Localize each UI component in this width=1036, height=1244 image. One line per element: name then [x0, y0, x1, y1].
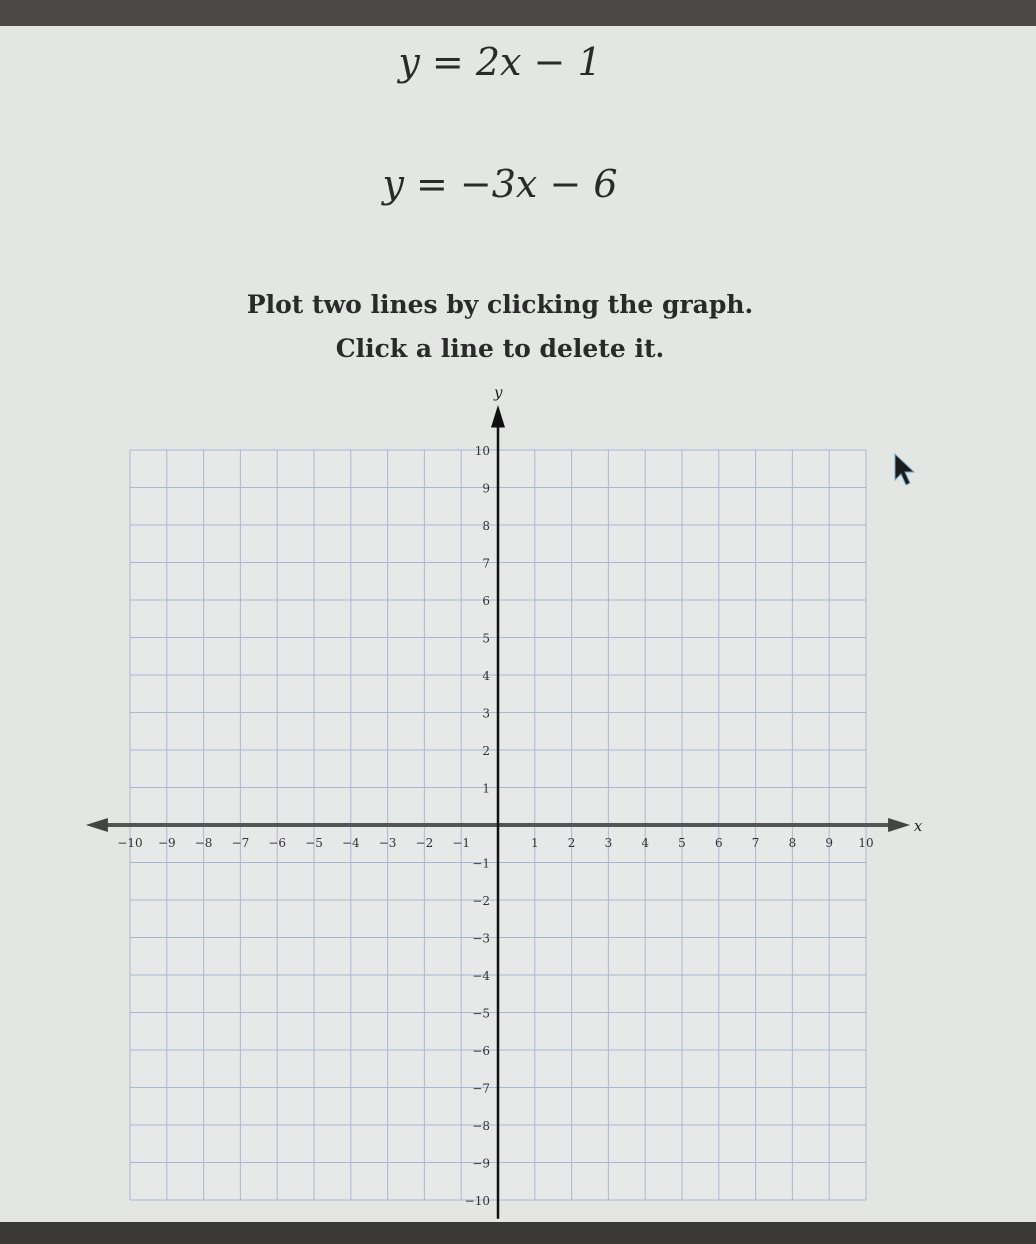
x-tick-label: 6 — [714, 836, 723, 850]
y-tick-label: −7 — [472, 1081, 490, 1096]
equation-1: y = 2x − 1 — [398, 40, 602, 84]
y-tick-label: −1 — [472, 856, 490, 871]
y-tick-label: −10 — [464, 1194, 490, 1208]
y-tick-label: 5 — [482, 631, 490, 646]
x-tick-label: 8 — [788, 836, 797, 850]
y-tick-label: −3 — [472, 931, 490, 946]
x-axis-label: x — [913, 817, 923, 835]
x-tick-label: −10 — [117, 836, 143, 850]
x-tick-label: 3 — [604, 836, 613, 850]
y-tick-label: −4 — [472, 969, 490, 983]
y-tick-label: 6 — [482, 594, 490, 608]
y-tick-label: 10 — [474, 444, 490, 458]
x-tick-label: 9 — [825, 836, 834, 850]
x-tick-label: 5 — [678, 836, 686, 850]
x-axis-right-arrow-icon — [888, 818, 910, 832]
x-axis-left-arrow-icon — [86, 818, 108, 832]
instruction-delete: Click a line to delete it. — [335, 334, 665, 363]
x-tick-label: −9 — [157, 836, 176, 850]
y-tick-label: 1 — [482, 781, 490, 796]
x-tick-label: −8 — [194, 836, 213, 850]
coordinate-graph[interactable] — [0, 380, 1036, 1222]
y-tick-label: 3 — [482, 706, 490, 721]
y-tick-label: −9 — [472, 1156, 490, 1171]
x-tick-label: −2 — [415, 836, 434, 850]
equation-2: y = −3x − 6 — [382, 162, 618, 206]
y-tick-label: 8 — [482, 519, 490, 533]
y-tick-label: −5 — [472, 1006, 490, 1021]
y-tick-label: 4 — [482, 669, 490, 683]
y-tick-label: 2 — [482, 744, 490, 758]
y-axis-label: y — [494, 383, 503, 402]
y-axis-up-arrow-icon — [491, 405, 505, 428]
y-tick-label: −2 — [472, 894, 490, 908]
x-tick-label: −4 — [341, 836, 360, 850]
x-tick-label: 10 — [858, 836, 874, 850]
bottom-bezel — [0, 1222, 1036, 1244]
x-tick-label: 2 — [567, 836, 576, 850]
x-tick-label: −7 — [231, 836, 250, 850]
top-bezel — [0, 0, 1036, 26]
x-tick-label: −5 — [305, 836, 323, 850]
x-tick-label: −3 — [378, 836, 397, 850]
y-tick-label: 7 — [482, 556, 490, 571]
x-tick-label: 4 — [641, 836, 650, 850]
instruction-plot: Plot two lines by clicking the graph. — [246, 290, 754, 319]
x-tick-label: 1 — [530, 836, 539, 850]
y-tick-label: −8 — [472, 1119, 490, 1133]
x-tick-label: −1 — [452, 836, 471, 850]
x-tick-label: 7 — [751, 836, 760, 850]
y-tick-label: −6 — [472, 1044, 490, 1058]
x-tick-label: −6 — [268, 836, 287, 850]
y-tick-label: 9 — [482, 481, 490, 496]
mouse-cursor-icon — [893, 452, 919, 488]
